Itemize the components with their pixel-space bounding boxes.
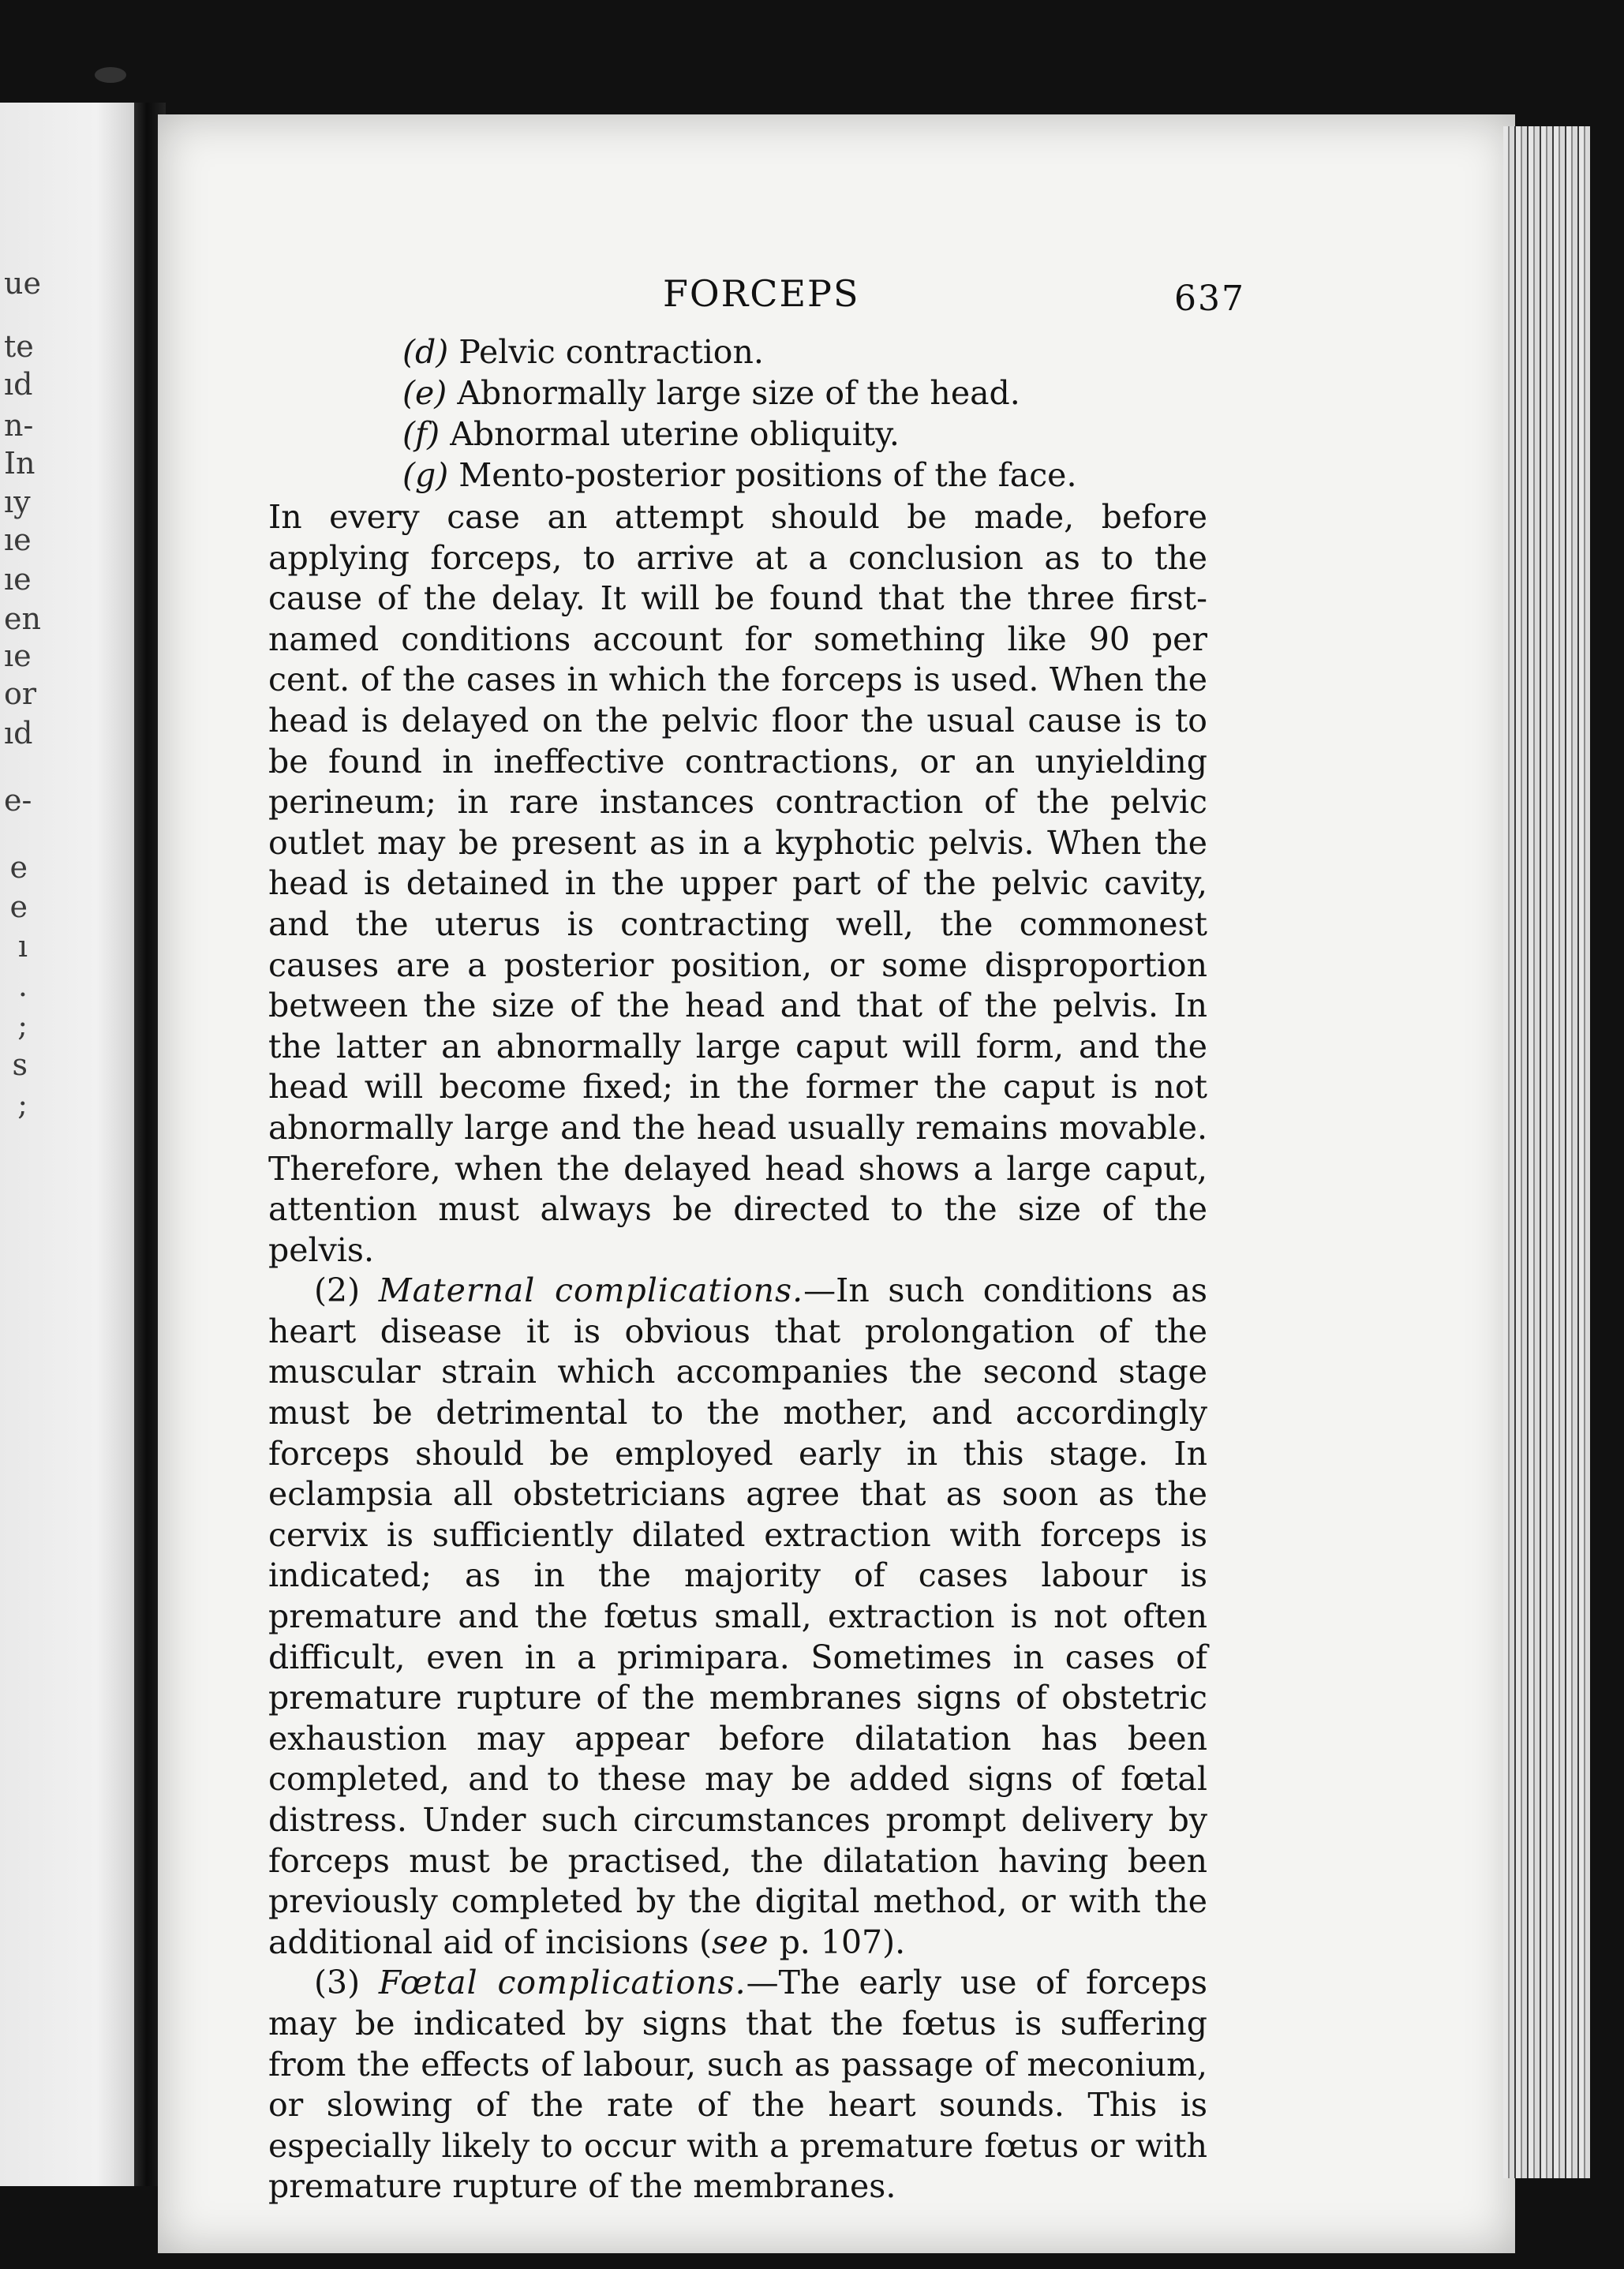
paragraph-delay-causes: In every case an attempt should be made, before applying forceps, to arrive at a conclusion as to the cause of the delay. It will be found that the three first-named conditions account for something like 90 per cent. of the cases in which the forceps is used. When the head is delayed on the pelvic floor the usual cause is to be found in ineffective contractions, or an unyielding perineum; in rare instances contraction of the pelvic outlet may be present as in a kyphotic pelvis. When the head is detained in the upper part of the pelvic cavity, and the uterus is contracting well, the commonest causes are a posterior position, or some disproportion between the size of the head and that of the pelvis. In the latter an abnormally large caput will form, and the head will become fixed; in the former the caput is not abnormally large and the head usually remains movable. Therefore, when the delayed head shows a large caput, attention must always be directed to the size of the pelvis. bbox=[268, 498, 1207, 1269]
list-item-text: Pelvic contraction. bbox=[458, 333, 764, 371]
facing-page-text-fragment: ıd bbox=[4, 367, 33, 402]
facing-page-edge bbox=[0, 103, 138, 2186]
facing-page-text-fragment: . bbox=[17, 968, 28, 1003]
page-stack-edge bbox=[1503, 126, 1590, 2178]
page-number: 637 bbox=[1174, 279, 1245, 319]
list-marker: (g) bbox=[402, 456, 449, 494]
paragraph-tail: p. 107). bbox=[769, 1923, 906, 1961]
facing-page-text-fragment: e- bbox=[4, 783, 32, 818]
list-marker: (d) bbox=[402, 333, 449, 371]
facing-page-text-fragment: ıd bbox=[4, 716, 33, 751]
facing-page-text-fragment: e bbox=[9, 850, 28, 885]
facing-page-text-fragment: ıe bbox=[4, 638, 32, 673]
facing-page-text-fragment: ıe bbox=[4, 522, 32, 557]
facing-page-text-fragment: ı bbox=[17, 929, 28, 964]
list-item bbox=[402, 455, 1076, 496]
facing-page-text-fragment: ıy bbox=[4, 485, 31, 519]
list-item-text: Abnormal uterine obliquity. bbox=[450, 415, 900, 453]
list-marker: (e) bbox=[402, 374, 447, 412]
facing-page-text-fragment: te bbox=[4, 329, 34, 364]
section-heading: Maternal complications. bbox=[378, 1271, 804, 1310]
facing-page-text-fragment: ; bbox=[17, 1087, 28, 1121]
facing-page-text-fragment: ıe bbox=[4, 562, 32, 597]
book-page bbox=[158, 114, 1515, 2253]
facing-page-text-fragment: n- bbox=[4, 408, 34, 443]
facing-page-text-fragment: e bbox=[9, 889, 28, 924]
paragraph-body: —The early use of forceps may be indicated by signs that the fœtus is suffering from the effects of labour, such as passage of meconium, or slowing of the rate of the heart sounds. This is especially likely to occur with a premature fœtus or with premature rupture of the membranes. bbox=[268, 1964, 1207, 2206]
list-item-text: Mento-posterior positions of the face. bbox=[458, 456, 1077, 494]
list-marker: (f) bbox=[402, 415, 440, 453]
facing-page-text-fragment: s bbox=[12, 1047, 28, 1082]
section-number: (3) bbox=[314, 1964, 361, 2002]
list-item bbox=[402, 331, 1076, 373]
facing-page-text-fragment: ; bbox=[17, 1008, 28, 1043]
cause-list bbox=[402, 331, 1076, 496]
body-text bbox=[268, 497, 1207, 2207]
list-item bbox=[402, 414, 1076, 455]
paragraph-body: —In such conditions as heart disease it is obvious that prolongation of the muscular strain which accompanies the second stage must be detrimental to the mother, and accordingly forceps should be employed early in this stage. In eclampsia all obstetricians agree that as soon as the cervix is sufficiently dilated extraction with forceps is indicated; as in the majority of cases labour is premature and the fœtus small, extraction is not often difficult, even in a primipara. Sometimes in cases of premature rupture of the membranes signs of obstetric exhaustion may appear before dilatation has been completed, and to these may be added signs of fœtal distress. Under such circumstances prompt delivery by forceps must be practised, the dilatation having been previously completed by the digital method, or with the additional aid of incisions ( bbox=[268, 1271, 1207, 1961]
list-item-text: Abnormally large size of the head. bbox=[457, 374, 1020, 412]
facing-page-text-fragment: en bbox=[4, 601, 41, 636]
scan-speck bbox=[95, 67, 126, 83]
facing-page-text-fragment: ue bbox=[4, 266, 41, 301]
running-title: FORCEPS bbox=[663, 272, 860, 315]
section-number: (2) bbox=[314, 1271, 361, 1310]
facing-page-text-fragment: or bbox=[4, 676, 37, 711]
list-item bbox=[402, 373, 1076, 414]
see-reference: see bbox=[711, 1923, 769, 1961]
paragraph-maternal-complications bbox=[268, 1271, 1207, 1963]
paragraph-foetal-complications bbox=[268, 1963, 1207, 2207]
section-heading: Fœtal complications. bbox=[378, 1964, 747, 2002]
facing-page-text-fragment: In bbox=[4, 446, 36, 481]
